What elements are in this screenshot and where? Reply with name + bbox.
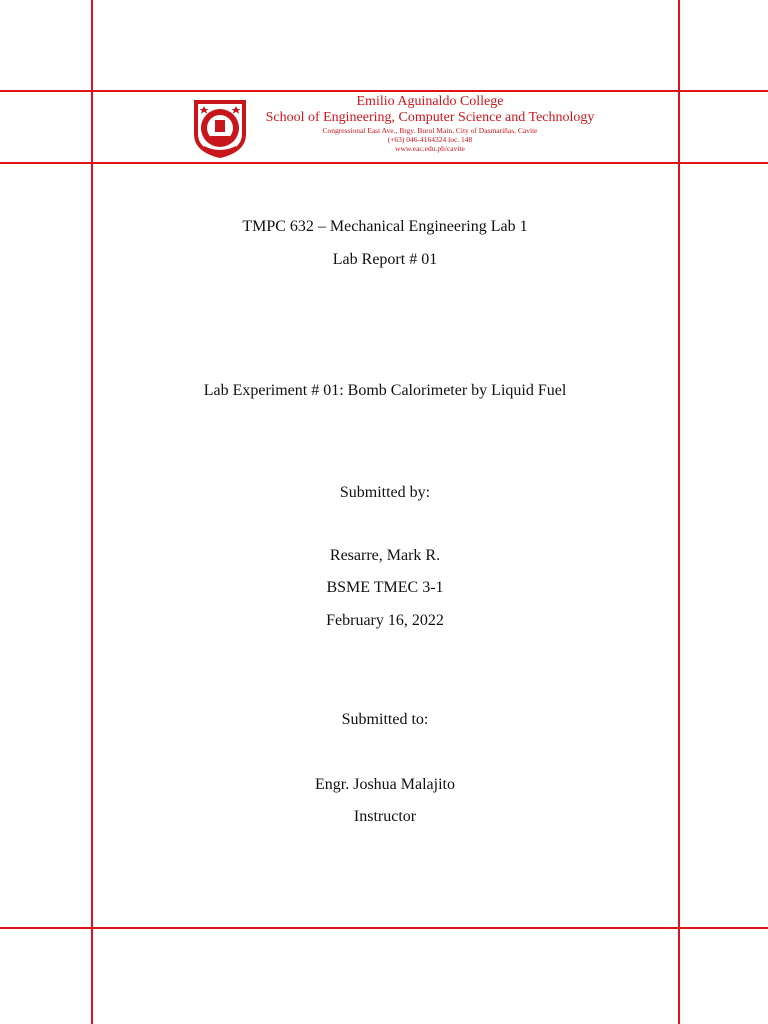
college-phone: (+63) 046-4164324 loc. 148 (387, 135, 473, 144)
course-title: TMPC 632 – Mechanical Engineering Lab 1 (242, 218, 528, 235)
submission-date: February 16, 2022 (326, 612, 444, 629)
college-name: Emilio Aguinaldo College (356, 94, 504, 109)
college-seal-logo (190, 96, 250, 160)
letterhead (260, 94, 600, 153)
submitted-by-label: Submitted by: (339, 484, 431, 501)
experiment-title: Lab Experiment # 01: Bomb Calorimeter by Liquid Fuel (203, 382, 567, 399)
instructor-title: Instructor (353, 808, 417, 825)
student-section: BSME TMEC 3-1 (326, 579, 444, 596)
college-website: www.eac.edu.ph/cavite (395, 144, 465, 153)
report-number: Lab Report # 01 (332, 251, 438, 268)
instructor-name: Engr. Joshua Malajito (315, 776, 455, 793)
college-address: Congressional East Ave., Brgy. Burol Main, City of Dasmariñas, Cavite (322, 126, 538, 135)
school-name: School of Engineering, Computer Science and Technology (265, 110, 595, 125)
margin-line-top (0, 90, 768, 92)
header-divider-line (0, 162, 768, 164)
margin-line-right (678, 0, 680, 1024)
submitted-to-label: Submitted to: (341, 711, 429, 728)
margin-line-bottom (0, 927, 768, 929)
college-seal-icon (190, 96, 250, 160)
student-name: Resarre, Mark R. (329, 547, 441, 564)
margin-line-left (91, 0, 93, 1024)
